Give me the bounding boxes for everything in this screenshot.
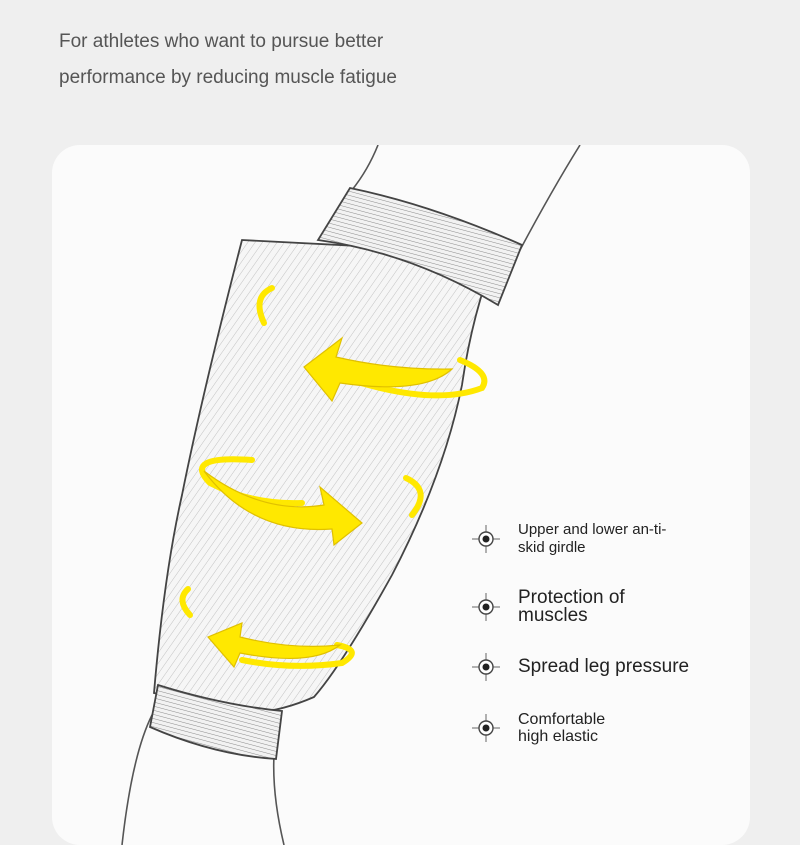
leg-sleeve-illustration <box>52 145 750 845</box>
feature-label: Upper and lower an-ti-skid girdle <box>518 521 667 556</box>
target-icon <box>472 525 500 553</box>
feature-item <box>472 711 638 745</box>
leg-outline-right-top <box>520 145 580 250</box>
headline <box>59 24 579 96</box>
leg-outline-left-bottom <box>122 715 152 845</box>
leg-outline-right-bottom <box>274 755 284 845</box>
product-illustration-card <box>52 145 750 845</box>
target-icon <box>472 653 500 681</box>
feature-label: Comfortable high elastic <box>518 711 606 745</box>
leg-outline-left-top <box>352 145 378 190</box>
headline-line-1: For athletes who want to pursue better <box>59 31 384 52</box>
feature-item <box>472 589 648 625</box>
target-icon <box>472 714 500 742</box>
target-icon <box>472 593 500 621</box>
feature-item <box>472 521 678 557</box>
feature-label: Protection of muscles <box>518 587 625 626</box>
feature-label: Spread leg pressure <box>518 656 690 677</box>
feature-item <box>472 653 689 681</box>
headline-line-2: performance by reducing muscle fatigue <box>59 67 397 88</box>
